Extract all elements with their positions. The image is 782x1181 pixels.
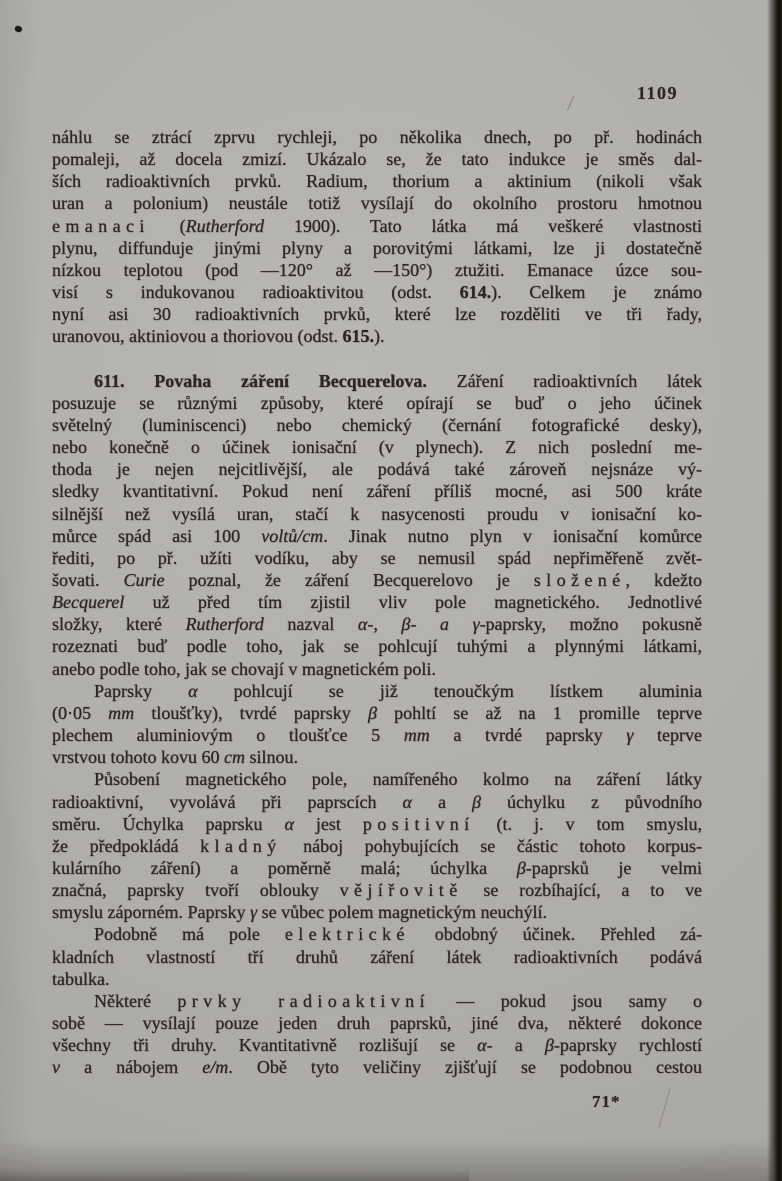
- text-segment: . Jinak nutno plyn v ionisační komůrce: [323, 525, 702, 546]
- text-segment: positivní: [362, 813, 475, 834]
- text-segment: nebo konečně o účinek ionisační (v plynech). Z nich poslední me-: [52, 437, 702, 458]
- text-segment: α: [477, 1035, 487, 1056]
- text-line: [52, 458, 702, 480]
- text-segment: -paprsky rychlostí: [553, 1035, 703, 1056]
- text-segment: . Obě tyto veličiny zjišťují se podobnou cestou: [228, 1057, 702, 1078]
- text-segment: (: [149, 215, 186, 236]
- text-line: [52, 215, 702, 237]
- text-segment: že předpokládá: [52, 835, 201, 856]
- scratch-mark: [567, 96, 574, 110]
- scratch-mark: [659, 1089, 671, 1128]
- text-segment: visí s indukovanou radioaktivitou (odst.: [52, 282, 460, 303]
- text-line: [52, 281, 702, 303]
- paragraph-nektere-prvky: [52, 990, 702, 1079]
- text-line: [52, 813, 702, 835]
- text-line: [52, 392, 702, 414]
- text-segment: pohlcují se již tenoučkým lístkem aluminia: [197, 680, 702, 701]
- text-segment: silnou.: [245, 747, 299, 768]
- text-segment: pomaleji, až docela zmizí. Ukázalo se, že tato indukce je směs dal-: [52, 149, 702, 170]
- text-line: [52, 525, 702, 547]
- text-segment: se rozbíhající, a to ve: [462, 880, 702, 901]
- text-segment: β: [516, 858, 526, 878]
- text-segment: α: [188, 680, 198, 701]
- text-line: [52, 569, 702, 591]
- text-line: [52, 791, 702, 813]
- text-line: [52, 503, 702, 525]
- text-block: [52, 126, 702, 1079]
- text-segment: Curie: [123, 569, 165, 590]
- text-segment: β: [367, 702, 377, 723]
- text-line: [52, 923, 702, 945]
- text-segment: a nábojem: [60, 1057, 203, 1078]
- text-line: [52, 879, 702, 901]
- text-segment: Rutherford: [185, 215, 264, 236]
- text-line: [52, 680, 702, 702]
- text-segment: nazval: [263, 614, 358, 635]
- text-segment: sobě — vysílají pouze jeden druh paprsků, jiné dva, některé dokonce: [52, 1013, 702, 1034]
- text-segment: (0·05: [52, 702, 109, 723]
- paragraph-magneticke-pole: [52, 768, 702, 923]
- text-segment: ších radioaktivních prvků. Radium, thorium a aktinium (nikoli však: [52, 171, 702, 192]
- text-segment: už před tím zjistil vliv pole magnetického. Jednotlivé: [124, 592, 702, 613]
- text-segment: (t. j. v tom smyslu,: [474, 813, 703, 834]
- page-number: 1109: [637, 83, 679, 103]
- text-segment: Rutherford: [185, 614, 264, 635]
- text-segment: smyslu záporném. Paprsky: [52, 902, 250, 923]
- text-segment: všechny tři druhy. Kvantitativně rozlišují se: [52, 1035, 478, 1056]
- text-segment: se vůbec polem magnetickým neuchýlí.: [257, 902, 547, 923]
- text-segment: mm: [403, 725, 430, 746]
- text-segment: a: [411, 791, 472, 812]
- signature-mark: 71*: [592, 1092, 621, 1111]
- text-segment: β: [471, 791, 481, 812]
- text-segment: poznal, že záření Becquerelovo je: [164, 569, 534, 590]
- text-segment: světelný (luminiscenci) nebo chemický (černání fotografické desky),: [52, 414, 702, 435]
- text-line: [52, 835, 702, 857]
- text-segment: vrstvou tohoto kovu 60: [52, 747, 225, 768]
- text-segment: plechem aluminiovým o tloušťce 5: [52, 725, 404, 746]
- text-segment: značná, paprsky tvoří oblouky: [52, 880, 340, 901]
- text-segment: -paprsků je velmi: [525, 858, 702, 878]
- text-segment: mm: [108, 702, 135, 723]
- text-segment: Některé: [94, 990, 178, 1011]
- page-edge-shadow: [767, 0, 782, 1181]
- text-segment: náboj pohybujících se částic tohoto korpus-: [281, 835, 702, 856]
- text-line: [52, 126, 702, 148]
- text-segment: nyní asi 30 radioaktivních prvků, které lze rozděliti ve tři řady,: [52, 304, 702, 325]
- text-segment: 614.: [459, 282, 492, 303]
- paragraph-elektricke-pole: [52, 923, 702, 989]
- text-segment: v: [52, 1057, 60, 1078]
- text-segment: a tvrdé paprsky: [429, 725, 627, 746]
- text-segment: nízkou teplotou (pod —120° až —150°) ztužiti. Emanace úzce sou-: [52, 259, 702, 280]
- text-line: [52, 702, 702, 724]
- text-segment: pohltí se až na 1 promille teprve: [376, 702, 702, 723]
- text-line: [52, 170, 702, 192]
- text-segment: ).: [373, 326, 385, 347]
- text-line: [52, 658, 702, 680]
- text-segment: řediti, po př. užíti vodíku, aby se nemusil spád nepřiměřeně zvět-: [52, 547, 702, 568]
- text-segment: Záření radioaktivních látek: [426, 370, 702, 391]
- paragraph-1: [52, 126, 702, 348]
- text-line: [52, 325, 702, 347]
- bottom-shadow: [0, 1169, 469, 1181]
- text-segment: Becquerel: [52, 592, 125, 613]
- text-segment: složené: [533, 569, 626, 590]
- text-segment: tloušťky), tvrdé paprsky: [134, 702, 368, 723]
- text-line: [52, 192, 702, 214]
- text-line: [52, 436, 702, 458]
- text-segment: uran a polonium) neustále totiž vysílají do okolního prostoru hmotnou: [52, 193, 702, 214]
- text-line: [52, 1012, 702, 1034]
- paragraph-611-heading: [52, 370, 702, 680]
- text-segment: silnější než vysílá uran, stačí k nasycenosti proudu v ionisační ko-: [52, 503, 702, 524]
- text-line: [52, 724, 702, 746]
- text-segment: emanaci: [52, 215, 150, 236]
- text-line: [52, 635, 702, 657]
- text-segment: Paprsky: [94, 680, 189, 701]
- text-segment: thoda je nejen nejcitlivější, ale podává také zároveň nejsnáze vý-: [52, 459, 702, 480]
- text-segment: anebo podle toho, jak se chovají v magnetickém poli.: [52, 658, 436, 679]
- text-segment: α-, β- a γ: [357, 614, 480, 635]
- text-line: [52, 237, 702, 259]
- text-segment: posuzuje se různými způsoby, které opírají se buď o jeho účinek: [52, 392, 702, 413]
- text-segment: Působení magnetického pole, namířeného kolmo na záření látky: [94, 769, 702, 790]
- text-segment: ). Celkem je známo: [491, 282, 703, 303]
- text-line: [52, 303, 702, 325]
- text-segment: šovati.: [52, 569, 124, 590]
- paragraph-paprsky-alpha: [52, 680, 702, 769]
- text-segment: -paprsky, možno pokusně: [479, 614, 702, 635]
- text-line: [52, 1034, 702, 1056]
- text-segment: kladních vlastností tří druhů záření látek radioaktivních podává: [52, 946, 702, 967]
- text-line: [52, 857, 702, 879]
- text-segment: tabulka.: [52, 968, 110, 989]
- text-segment: náhlu se ztrácí zprvu rychleji, po několika dnech, po př. hodinách: [52, 127, 702, 147]
- text-segment: rozeznati buď podle toho, jak se pohlcují tuhými a plynnými látkami,: [52, 636, 702, 657]
- text-segment: kladný: [200, 835, 282, 856]
- text-segment: elektrické: [284, 924, 410, 945]
- text-line: [52, 370, 702, 392]
- text-segment: 1900). Tato látka má veškeré vlastnosti: [263, 215, 703, 236]
- text-line: [52, 613, 702, 635]
- text-segment: α: [402, 791, 412, 812]
- text-segment: prvky radioaktivní: [177, 990, 430, 1011]
- text-line: [52, 414, 702, 436]
- text-line: [52, 746, 702, 768]
- text-line: [52, 1056, 702, 1078]
- text-segment: α: [284, 813, 294, 834]
- text-line: [52, 768, 702, 790]
- text-segment: radioaktivní, vyvolává při paprscích: [52, 791, 403, 812]
- text-segment: vějířovitě: [339, 880, 463, 901]
- text-line: [52, 990, 702, 1012]
- text-line: [52, 591, 702, 613]
- text-segment: jest: [293, 813, 363, 834]
- text-segment: sledky kvantitativní. Pokud není záření příliš mocné, asi 500 kráte: [52, 481, 702, 502]
- text-line: [52, 259, 702, 281]
- text-segment: složky, které: [52, 614, 186, 635]
- text-segment: , kdežto: [625, 569, 703, 590]
- text-segment: cm: [224, 747, 246, 768]
- text-segment: - a: [486, 1035, 545, 1056]
- text-segment: voltů/cm: [261, 525, 324, 546]
- text-line: [52, 480, 702, 502]
- text-segment: γ: [626, 725, 634, 746]
- text-segment: 611. Povaha záření Becquerelova.: [94, 370, 427, 391]
- text-segment: můrce spád asi 100: [52, 525, 262, 546]
- text-line: [52, 946, 702, 968]
- text-segment: — pokud jsou samy o: [429, 990, 702, 1011]
- text-segment: plynu, diffunduje jinými plyny a porovitými látkami, lze ji dostatečně: [52, 237, 702, 258]
- text-segment: úchylku z původního: [480, 791, 702, 812]
- text-segment: směru. Úchylka paprsku: [52, 813, 285, 834]
- text-line: [52, 901, 702, 923]
- text-segment: 615.: [342, 326, 374, 347]
- text-segment: obdobný účinek. Přehled zá-: [409, 924, 703, 945]
- text-segment: Podobně má pole: [94, 924, 285, 945]
- text-segment: teprve: [633, 725, 702, 746]
- text-segment: γ: [249, 902, 258, 923]
- text-segment: β: [544, 1035, 554, 1056]
- text-line: [52, 547, 702, 569]
- text-line: [52, 148, 702, 170]
- text-segment: e/m: [202, 1057, 229, 1078]
- text-line: [52, 968, 702, 990]
- text-segment: uranovou, aktiniovou a thoriovou (odst.: [52, 326, 343, 347]
- ink-speck: [14, 25, 22, 33]
- text-segment: kulárního záření) a poměrně malá; úchylka: [52, 858, 517, 878]
